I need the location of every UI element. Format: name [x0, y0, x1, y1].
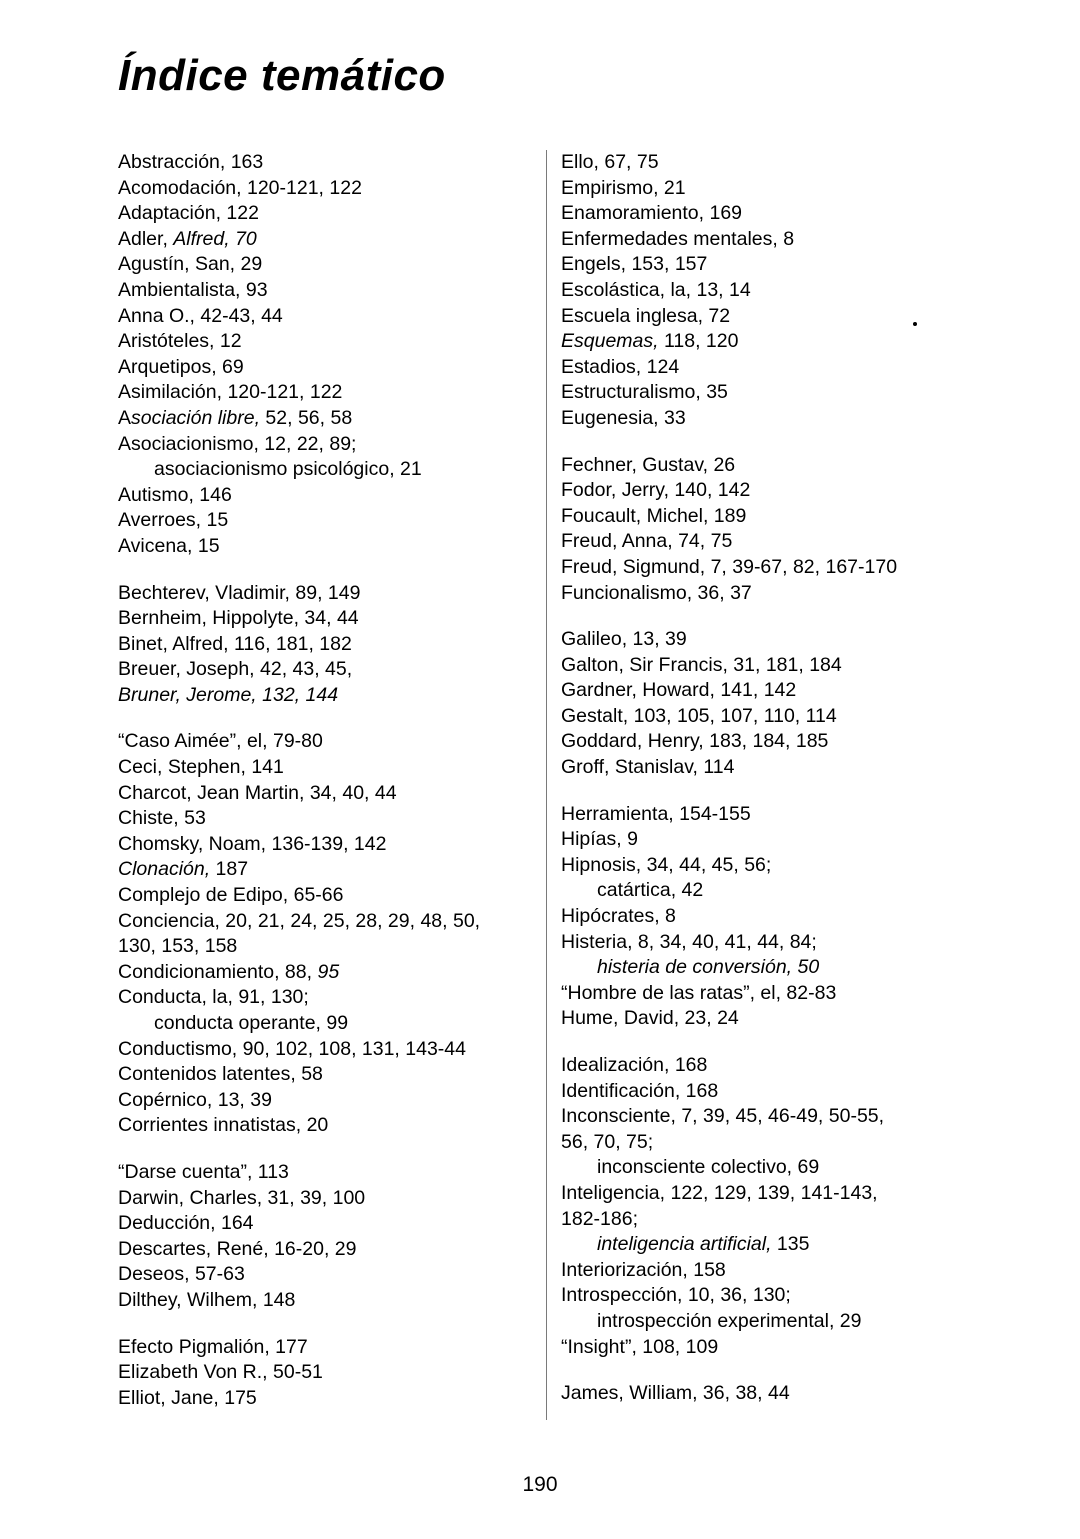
- index-column-right: [533, 150, 968, 1407]
- index-entry-text: histeria de conversión, 50: [597, 956, 820, 979]
- index-entry: [118, 1186, 525, 1212]
- index-entry: [561, 827, 968, 853]
- index-entry: [561, 1130, 968, 1156]
- index-entry-text: Binet, Alfred, 116, 181, 182: [118, 632, 352, 655]
- index-column-left: [118, 150, 533, 1411]
- index-entry-text: Hipías, 9: [561, 828, 638, 851]
- index-entry: [561, 555, 968, 581]
- index-entry-text: 52, 56, 58: [260, 406, 353, 429]
- index-entry: [561, 1104, 968, 1130]
- index-entry-text: Idealización, 168: [561, 1054, 708, 1076]
- index-letter-group: [561, 802, 968, 1032]
- index-entry-text: Asociacionismo, 12, 22, 89;: [118, 432, 357, 455]
- index-entry: [561, 1006, 968, 1032]
- index-entry-text: A: [118, 406, 132, 429]
- index-entry-text: Hume, David, 23, 24: [561, 1007, 739, 1030]
- index-entry: [561, 627, 968, 653]
- index-entry-text: Breuer, Joseph, 42, 43, 45,: [118, 658, 353, 681]
- index-entry: [118, 380, 525, 406]
- index-entry-text: Freud, Anna, 74, 75: [561, 530, 733, 553]
- index-entry-text: asociacionismo psicológico, 21: [154, 458, 422, 481]
- index-entry-text: James, William, 36, 38, 44: [561, 1382, 790, 1405]
- index-entry-text: sociación libre,: [131, 406, 260, 429]
- index-entry: [118, 1037, 525, 1063]
- index-entry: [118, 252, 525, 278]
- index-entry-text: Enamoramiento, 169: [561, 202, 743, 225]
- index-entry-text: Identificación, 168: [561, 1079, 719, 1102]
- index-entry-text: 56, 70, 75;: [561, 1130, 654, 1153]
- index-entry-text: Corrientes innatistas, 20: [118, 1114, 329, 1137]
- index-entry: [561, 1258, 968, 1284]
- index-entry: [118, 278, 525, 304]
- index-entry: [118, 581, 525, 607]
- index-entry-text: Funcionalismo, 36, 37: [561, 581, 752, 604]
- index-entry-text: Freud, Sigmund, 7, 39-67, 82, 167-170: [561, 555, 898, 578]
- page-number: 190: [522, 1473, 558, 1496]
- index-entry: [561, 704, 968, 730]
- index-entry: [118, 1062, 525, 1088]
- index-entry-text: 130, 153, 158: [118, 935, 238, 958]
- index-entry-text: Conductismo, 90, 102, 108, 131, 143-44: [118, 1037, 466, 1060]
- index-entry-text: Hipócrates, 8: [561, 905, 676, 928]
- index-entry-text: Ceci, Stephen, 141: [118, 756, 284, 779]
- index-entry-text: Alfred, 70: [173, 227, 257, 250]
- index-entry: [118, 304, 525, 330]
- index-entry: [118, 483, 525, 509]
- index-entry-text: Foucault, Michel, 189: [561, 504, 747, 527]
- index-entry-text: Arquetipos, 69: [118, 355, 244, 378]
- index-entry-text: Charcot, Jean Martin, 34, 40, 44: [118, 781, 397, 804]
- index-entry-text: Estadios, 124: [561, 355, 680, 378]
- index-entry-text: Chiste, 53: [118, 807, 206, 830]
- index-entry: [561, 653, 968, 679]
- index-entry: [118, 657, 525, 683]
- index-entry-text: Adaptación, 122: [118, 202, 259, 225]
- index-entry: [118, 960, 525, 986]
- index-entry: [118, 1335, 525, 1361]
- index-letter-group: [561, 1053, 968, 1360]
- index-entry-text: Abstracción, 163: [118, 151, 264, 173]
- index-entry: [118, 1288, 525, 1314]
- index-entry-text: Empirismo, 21: [561, 176, 686, 199]
- index-entry: [118, 985, 525, 1011]
- index-entry-text: Efecto Pigmalión, 177: [118, 1335, 308, 1358]
- index-entry-text: Bechterev, Vladimir, 89, 149: [118, 581, 361, 604]
- index-entry: [118, 534, 525, 560]
- index-entry-text: Fodor, Jerry, 140, 142: [561, 479, 751, 502]
- index-entry-text: inteligencia artificial,: [597, 1233, 772, 1256]
- index-entry: [561, 406, 968, 432]
- index-entry-text: Deducción, 164: [118, 1212, 254, 1235]
- index-entry-text: Gardner, Howard, 141, 142: [561, 679, 797, 702]
- index-entry: [118, 1160, 525, 1186]
- index-entry-text: Inconsciente, 7, 39, 45, 46-49, 50-55,: [561, 1105, 885, 1128]
- index-letter-group: [561, 1381, 968, 1407]
- index-entry-text: Averroes, 15: [118, 509, 229, 532]
- index-entry: [118, 406, 525, 432]
- index-entry: [118, 457, 525, 483]
- index-entry: [561, 453, 968, 479]
- index-entry: [118, 1237, 525, 1263]
- index-entry-text: inconsciente colectivo, 69: [597, 1156, 820, 1179]
- index-entry-text: Elizabeth Von R., 50-51: [118, 1361, 323, 1384]
- index-entry-text: Conciencia, 20, 21, 24, 25, 28, 29, 48, 50,: [118, 909, 481, 932]
- index-entry: [561, 1207, 968, 1233]
- index-entry: [561, 150, 968, 176]
- index-entry: [561, 329, 968, 355]
- index-entry-text: Descartes, René, 16-20, 29: [118, 1237, 357, 1260]
- index-entry-text: Histeria, 8, 34, 40, 41, 44, 84;: [561, 930, 817, 953]
- index-entry: [561, 304, 968, 330]
- index-entry-text: Hipnosis, 34, 44, 45, 56;: [561, 853, 772, 876]
- index-entry: [561, 729, 968, 755]
- index-entry-text: “Hombre de las ratas”, el, 82-83: [561, 981, 837, 1004]
- index-entry: [118, 1011, 525, 1037]
- index-entry: [561, 1335, 968, 1361]
- index-entry: [118, 857, 525, 883]
- index-entry-text: Fechner, Gustav, 26: [561, 453, 736, 476]
- index-entry-text: Ello, 67, 75: [561, 151, 659, 173]
- index-entry: [561, 278, 968, 304]
- index-letter-group: [118, 581, 525, 709]
- index-entry: [561, 878, 968, 904]
- index-entry-text: Goddard, Henry, 183, 184, 185: [561, 730, 829, 753]
- index-entry: [561, 1309, 968, 1335]
- index-entry: [118, 1360, 525, 1386]
- index-entry-text: Clonación,: [118, 858, 211, 881]
- index-entry-text: Aristóteles, 12: [118, 330, 242, 353]
- index-entry: [118, 755, 525, 781]
- index-entry: [118, 355, 525, 381]
- index-entry: [118, 1386, 525, 1412]
- index-entry: [561, 1381, 968, 1407]
- index-entry: [561, 930, 968, 956]
- index-entry-text: Conducta, la, 91, 130;: [118, 986, 309, 1009]
- index-entry-text: Adler,: [118, 227, 174, 250]
- index-entry-text: Escolástica, la, 13, 14: [561, 278, 751, 301]
- index-entry-text: Bruner, Jerome, 132, 144: [118, 683, 339, 706]
- index-entry-text: 187: [210, 858, 249, 881]
- index-entry: [561, 981, 968, 1007]
- index-entry: [118, 432, 525, 458]
- index-entry: [561, 802, 968, 828]
- index-entry: [118, 1113, 525, 1139]
- index-entry-text: Agustín, San, 29: [118, 253, 263, 276]
- index-entry: [118, 909, 525, 935]
- index-entry-text: Asimilación, 120-121, 122: [118, 381, 343, 404]
- index-entry: [118, 729, 525, 755]
- index-entry-text: 182-186;: [561, 1207, 638, 1230]
- index-entry-text: 95: [317, 960, 340, 983]
- index-entry-text: Anna O., 42-43, 44: [118, 304, 283, 327]
- page-title: Índice temático: [118, 51, 446, 100]
- index-entry: [561, 955, 968, 981]
- index-entry: [561, 355, 968, 381]
- index-entry-text: Condicionamiento, 88,: [118, 960, 318, 983]
- index-entry: [561, 1181, 968, 1207]
- index-entry-text: Chomsky, Noam, 136-139, 142: [118, 832, 387, 855]
- index-entry: [118, 1088, 525, 1114]
- index-entry-text: “Darse cuenta”, 113: [118, 1160, 289, 1183]
- index-entry: [561, 1283, 968, 1309]
- index-entry-text: Acomodación, 120-121, 122: [118, 176, 362, 199]
- index-entry-text: Estructuralismo, 35: [561, 381, 728, 404]
- index-entry-text: Elliot, Jane, 175: [118, 1386, 257, 1409]
- index-entry: [561, 380, 968, 406]
- index-entry-text: Ambientalista, 93: [118, 278, 268, 301]
- index-letter-group: [118, 1335, 525, 1412]
- index-entry-text: Interiorización, 158: [561, 1258, 726, 1281]
- index-entry: [118, 176, 525, 202]
- index-entry: [118, 632, 525, 658]
- index-entry-text: Bernheim, Hippolyte, 34, 44: [118, 607, 359, 630]
- index-columns: [118, 150, 968, 1411]
- index-letter-group: [118, 150, 525, 560]
- index-entry-text: 135: [771, 1233, 810, 1256]
- index-entry-text: Dilthey, Wilhem, 148: [118, 1288, 296, 1311]
- index-entry: [561, 529, 968, 555]
- index-entry: [561, 252, 968, 278]
- index-entry: [561, 176, 968, 202]
- index-letter-group: [561, 627, 968, 781]
- index-entry: [118, 883, 525, 909]
- index-entry-text: Galileo, 13, 39: [561, 628, 687, 651]
- index-entry-text: Avicena, 15: [118, 534, 220, 557]
- index-letter-group: [118, 729, 525, 1139]
- index-entry-text: Inteligencia, 122, 129, 139, 141-143,: [561, 1181, 878, 1204]
- index-entry: [561, 1232, 968, 1258]
- index-letter-group: [118, 1160, 525, 1314]
- index-entry: [561, 853, 968, 879]
- index-entry-text: Darwin, Charles, 31, 39, 100: [118, 1186, 366, 1209]
- index-entry: [118, 508, 525, 534]
- index-entry-text: Herramienta, 154-155: [561, 802, 751, 825]
- index-entry: [118, 1262, 525, 1288]
- index-entry-text: Enfermedades mentales, 8: [561, 227, 795, 250]
- index-entry-text: Contenidos latentes, 58: [118, 1063, 323, 1086]
- index-entry: [118, 832, 525, 858]
- index-entry-text: Gestalt, 103, 105, 107, 110, 114: [561, 704, 837, 727]
- index-entry: [118, 1211, 525, 1237]
- index-entry-text: “Insight”, 108, 109: [561, 1335, 719, 1358]
- index-entry: [118, 606, 525, 632]
- index-entry: [561, 1155, 968, 1181]
- index-entry: [118, 150, 525, 176]
- index-entry: [561, 581, 968, 607]
- index-entry-text: Autismo, 146: [118, 483, 232, 506]
- index-entry-text: catártica, 42: [597, 879, 704, 902]
- index-entry-text: Introspección, 10, 36, 130;: [561, 1284, 791, 1307]
- index-letter-group: [561, 453, 968, 607]
- index-entry-text: Copérnico, 13, 39: [118, 1088, 272, 1111]
- index-entry: [561, 755, 968, 781]
- index-entry: [561, 1079, 968, 1105]
- index-entry: [561, 201, 968, 227]
- index-entry-text: Galton, Sir Francis, 31, 181, 184: [561, 653, 842, 676]
- index-entry-text: Complejo de Edipo, 65-66: [118, 884, 344, 907]
- index-entry: [118, 934, 525, 960]
- index-entry-text: Deseos, 57-63: [118, 1263, 245, 1286]
- index-entry: [118, 329, 525, 355]
- index-entry: [561, 504, 968, 530]
- index-entry-text: Esquemas,: [561, 330, 659, 353]
- index-entry-text: 118, 120: [658, 330, 739, 353]
- index-entry-text: “Caso Aimée”, el, 79-80: [118, 730, 323, 753]
- index-entry: [561, 227, 968, 253]
- index-entry-text: conducta operante, 99: [154, 1012, 349, 1034]
- index-entry-text: introspección experimental, 29: [597, 1309, 862, 1332]
- index-letter-group: [561, 150, 968, 432]
- index-entry-text: Groff, Stanislav, 114: [561, 756, 735, 779]
- index-entry-text: Escuela inglesa, 72: [561, 304, 731, 327]
- index-entry: [561, 904, 968, 930]
- index-entry: [561, 478, 968, 504]
- index-entry-text: Engels, 153, 157: [561, 253, 708, 276]
- index-entry-text: Eugenesia, 33: [561, 406, 686, 429]
- index-entry: [118, 781, 525, 807]
- index-entry: [561, 1053, 968, 1079]
- index-entry: [118, 683, 525, 709]
- index-entry: [118, 806, 525, 832]
- index-entry: [118, 201, 525, 227]
- index-entry: [561, 678, 968, 704]
- index-entry: [118, 227, 525, 253]
